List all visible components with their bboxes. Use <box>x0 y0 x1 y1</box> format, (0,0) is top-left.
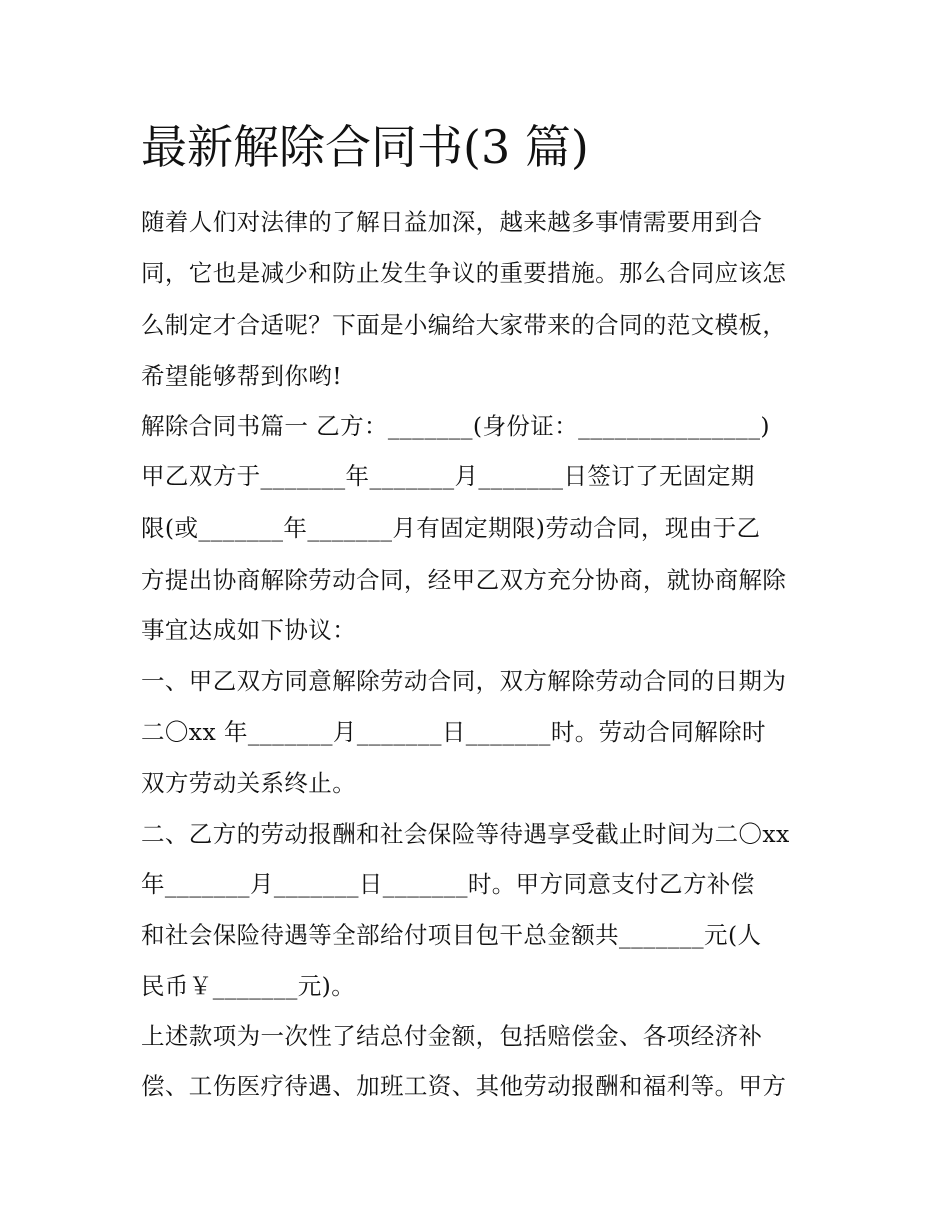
body-line: 希望能够帮到你哟! <box>141 362 343 390</box>
body-line: 解除合同书篇一 乙方：_______(身份证：_______________) <box>141 412 770 440</box>
body-line: 偿、工伤医疗待遇、加班工资、其他劳动报酬和福利等。甲方 <box>141 1072 787 1100</box>
body-line: 同，它也是减少和防止发生争议的重要措施。那么合同应该怎 <box>141 259 787 287</box>
body-line: 和社会保险待遇等全部给付项目包干总金额共_______元(人 <box>141 921 762 949</box>
body-line: 限(或_______年_______月有固定期限)劳动合同，现由于乙 <box>141 514 761 542</box>
body-line: 方提出协商解除劳动合同，经甲乙双方充分协商，就协商解除 <box>141 566 787 594</box>
body-line: 一、甲乙双方同意解除劳动合同，双方解除劳动合同的日期为 <box>141 667 787 695</box>
body-line: 上述款项为一次性了结总付金额，包括赔偿金、各项经济补 <box>141 1022 763 1050</box>
body-line: 事宜达成如下协议： <box>141 616 357 644</box>
body-line: 民币￥_______元)。 <box>141 972 356 1000</box>
body-line: 随着人们对法律的了解日益加深，越来越多事情需要用到合 <box>141 208 763 236</box>
body-line: 甲乙双方于_______年_______月_______日签订了无固定期 <box>141 462 755 490</box>
body-line: 双方劳动关系终止。 <box>141 769 357 797</box>
body-line: 么制定才合适呢？下面是小编给大家带来的合同的范文模板， <box>141 311 787 339</box>
body-line: 年_______月_______日_______时。甲方同意支付乙方补偿 <box>141 870 755 898</box>
body-line: 二、乙方的劳动报酬和社会保险等待遇享受截止时间为二〇xx <box>141 820 790 848</box>
document-title: 最新解除合同书(3 篇) <box>141 120 589 174</box>
body-line: 二〇xx 年_______月_______日_______时。劳动合同解除时 <box>141 718 766 746</box>
